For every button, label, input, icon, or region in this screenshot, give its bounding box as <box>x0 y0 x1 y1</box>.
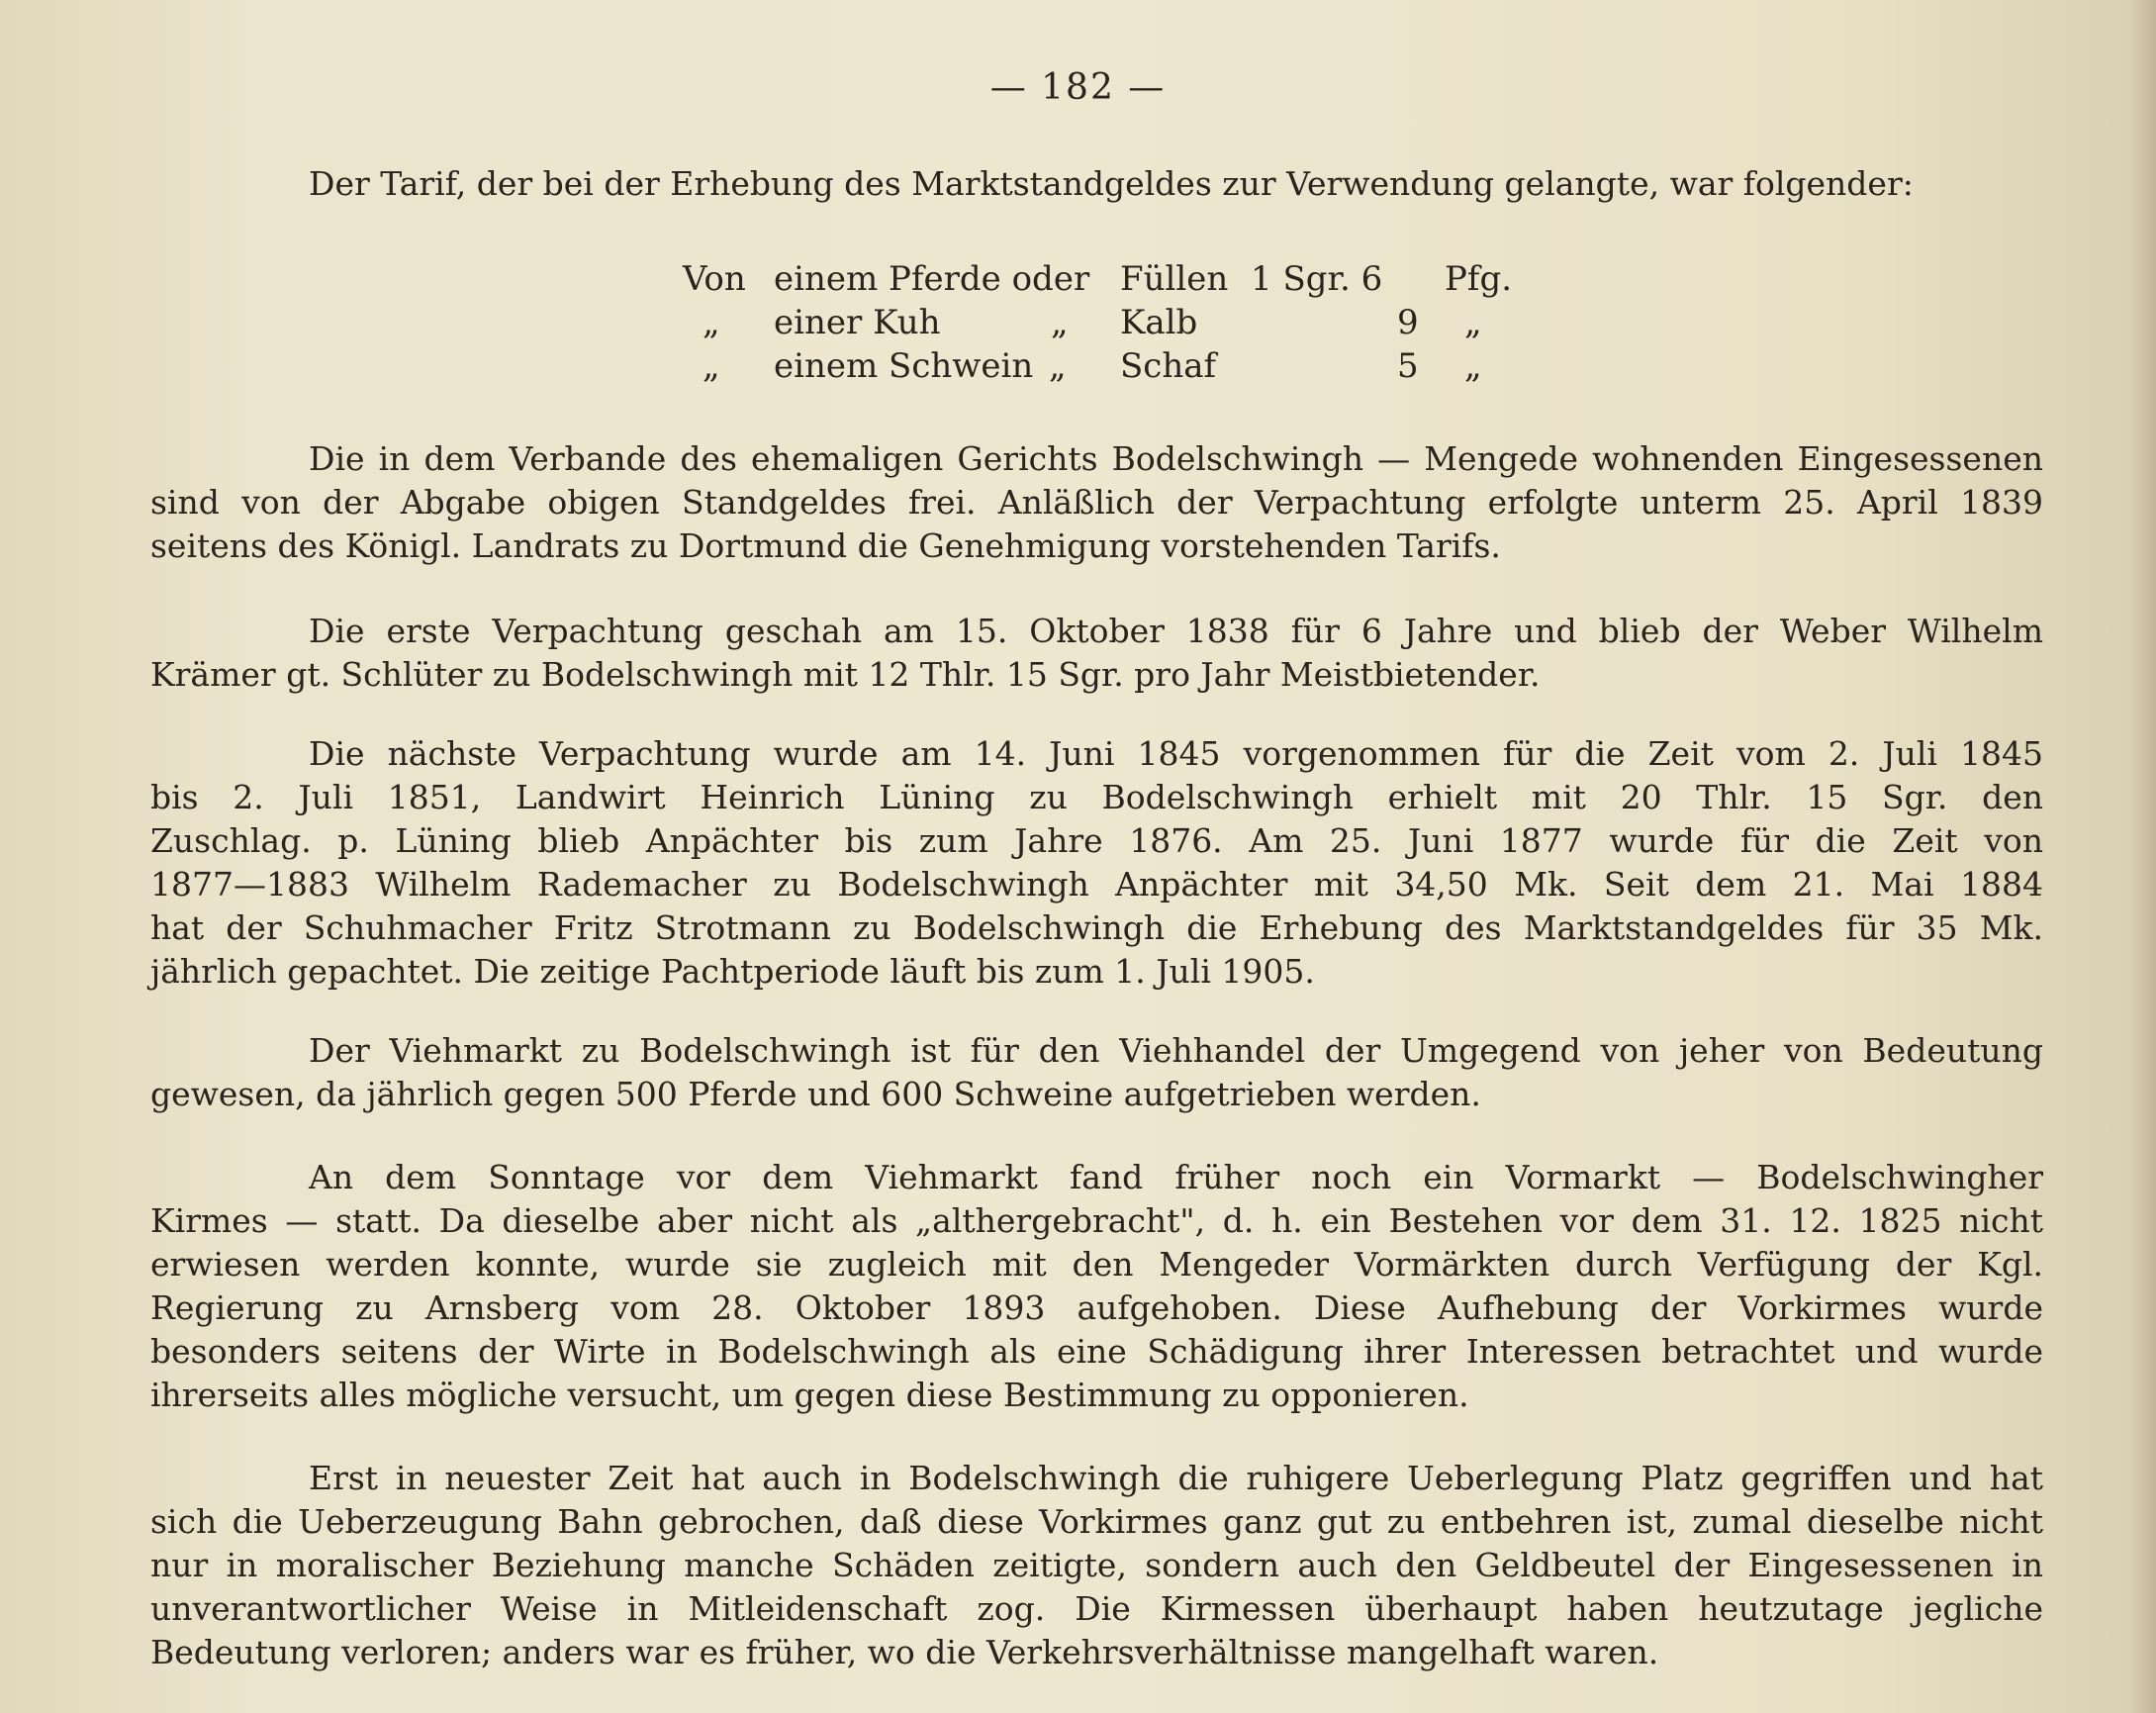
text-line: erwiesen werden konnte, wurde sie zugleich mit den Mengeder Vormärkten durch Verfügung der Kgl. <box>150 1245 2043 1284</box>
text-line: sich die Ueberzeugung Bahn gebrochen, daß diese Vorkirmes ganz gut zu entbehren ist, zumal dieselbe nicht <box>150 1502 2043 1541</box>
tariff-subject: einem Schwein <box>774 346 1034 386</box>
tariff-subject: einer Kuh <box>774 303 941 342</box>
tariff-prefix: „ <box>703 346 720 386</box>
tariff-object: Kalb <box>1120 303 1198 342</box>
text-line: Bedeutung verloren; anders war es früher, wo die Verkehrsverhältnisse mangelhaft waren. <box>150 1633 1659 1671</box>
text-line: bis 2. Juli 1851, Landwirt Heinrich Lüning zu Bodelschwingh erhielt mit 20 Thlr. 15 Sgr. den <box>150 778 2043 816</box>
tariff-unit: „ <box>1464 346 1482 386</box>
text-line: gewesen, da jährlich gegen 500 Pferde und 600 Schweine aufgetrieben werden. <box>150 1075 1481 1113</box>
text-line: Kirmes — statt. Da dieselbe aber nicht als „althergebracht", d. h. ein Bestehen vor dem 31. 12. 1825 nicht <box>150 1201 2043 1240</box>
text-line: Zuschlag. p. Lüning blieb Anpächter bis zum Jahre 1876. Am 25. Juni 1877 wurde für die Zeit von <box>150 821 2043 860</box>
tariff-subject: einem Pferde oder <box>774 259 1090 299</box>
tariff-unit: Pfg. <box>1445 259 1513 299</box>
text-line: sind von der Abgabe obigen Standgeldes frei. Anläßlich der Verpachtung erfolgte unterm 25. April 1839 <box>150 483 2043 522</box>
text-line: jährlich gepachtet. Die zeitige Pachtperiode läuft bis zum 1. Juli 1905. <box>150 952 1315 991</box>
text-line: Die nächste Verpachtung wurde am 14. Juni 1845 vorgenommen für die Zeit vom 2. Juli 1845 <box>309 734 2043 773</box>
text-line: hat der Schuhmacher Fritz Strotmann zu Bodelschwingh die Erhebung des Marktstandgeldes für 35 Mk. <box>150 908 2043 947</box>
text-line: Erst in neuester Zeit hat auch in Bodelschwingh die ruhigere Ueberlegung Platz gegriffen und hat <box>309 1459 2043 1497</box>
text-line: unverantwortlicher Weise in Mitleidenschaft zog. Die Kirmessen überhaupt haben heutzutage jegliche <box>150 1589 2043 1628</box>
page-number: — 182 — <box>989 67 1167 108</box>
text-line: Die erste Verpachtung geschah am 15. Oktober 1838 für 6 Jahre und blieb der Weber Wilhelm <box>309 612 2043 650</box>
tariff-prefix: „ <box>703 303 720 342</box>
text-line: Die in dem Verbande des ehemaligen Gerichts Bodelschwingh — Mengede wohnenden Eingesessenen <box>309 439 2043 478</box>
tariff-ditto: „ <box>1049 346 1067 386</box>
tariff-unit: „ <box>1464 303 1482 342</box>
text-line: besonders seitens der Wirte in Bodelschwingh als eine Schädigung ihrer Interessen betrachtet und wurde <box>150 1332 2043 1371</box>
text-line: seitens des Königl. Landrats zu Dortmund die Genehmigung vorstehenden Tarifs. <box>150 526 1501 565</box>
text-line: nur in moralischer Beziehung manche Schäden zeitigte, sondern auch den Geldbeutel der Eingesessenen in <box>150 1546 2043 1584</box>
tariff-intro: Der Tarif, der bei der Erhebung des Marktstandgeldes zur Verwendung gelangte, war folgender: <box>309 164 1914 203</box>
text-line: An dem Sonntage vor dem Viehmarkt fand früher noch ein Vormarkt — Bodelschwingher <box>309 1158 2043 1196</box>
tariff-object: Füllen <box>1120 259 1229 299</box>
tariff-amount: 9 <box>1397 303 1419 342</box>
text-line: 1877—1883 Wilhelm Rademacher zu Bodelschwingh Anpächter mit 34,50 Mk. Seit dem 21. Mai 1884 <box>150 865 2043 904</box>
text-line: Krämer gt. Schlüter zu Bodelschwingh mit 12 Thlr. 15 Sgr. pro Jahr Meistbietender. <box>150 655 1541 694</box>
tariff-amount: 1 Sgr. 6 <box>1251 259 1383 299</box>
tariff-ditto: „ <box>1051 303 1069 342</box>
text-line: Der Viehmarkt zu Bodelschwingh ist für den Viehhandel der Umgegend von jeher von Bedeutung <box>309 1031 2043 1070</box>
text-line: ihrerseits alles mögliche versucht, um gegen diese Bestimmung zu opponieren. <box>150 1376 1469 1414</box>
tariff-object: Schaf <box>1120 346 1217 386</box>
tariff-prefix: Von <box>683 259 746 299</box>
text-line: Regierung zu Arnsberg vom 28. Oktober 1893 aufgehoben. Diese Aufhebung der Vorkirmes wurde <box>150 1288 2043 1327</box>
tariff-amount: 5 <box>1397 346 1419 386</box>
page-edge-shadow <box>2128 0 2156 1713</box>
